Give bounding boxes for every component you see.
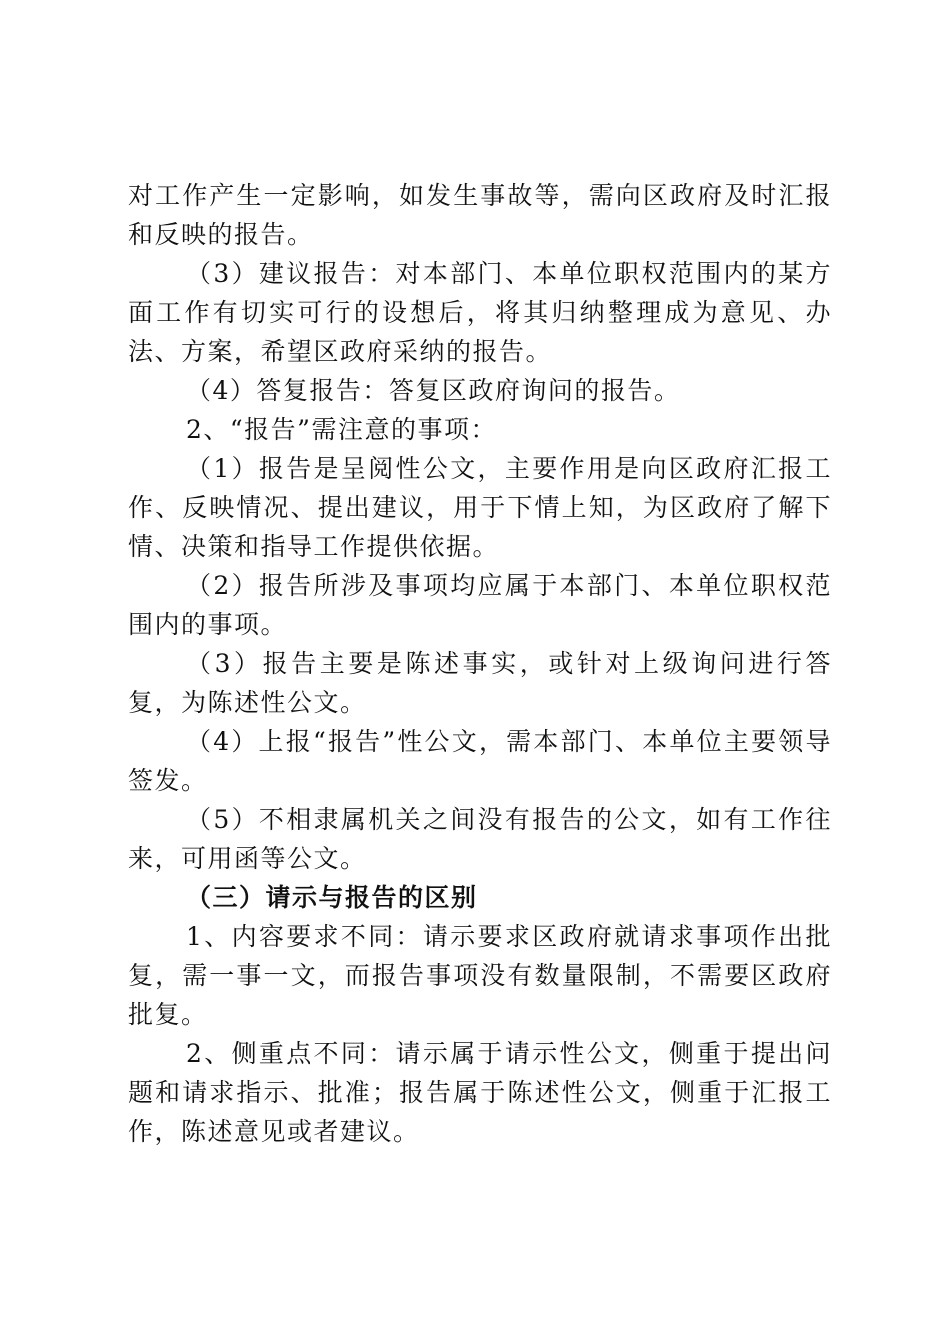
paragraph-reply-report: （4）答复报告：答复区政府询问的报告。 [186, 376, 681, 405]
paragraph-difference-2: 2、侧重点不同：请示属于请示性公文，侧重于提出问题和请求指示、批准；报告属于陈述性公文，侧重于汇报工作，陈述意见或者建议。 [128, 1039, 832, 1146]
paragraph-suggestion-report: （3）建议报告：对本部门、本单位职权范围内的某方面工作有切实可行的设想后，将其归纳整理成为意见、办法、方案，希望区政府采纳的报告。 [128, 259, 832, 366]
paragraph-note-3: （3）报告主要是陈述事实，或针对上级询问进行答复，为陈述性公文。 [128, 649, 832, 717]
paragraph-note-2: （2）报告所涉及事项均应属于本部门、本单位职权范围内的事项。 [128, 571, 832, 639]
paragraph-difference-1: 1、内容要求不同：请示要求区政府就请求事项作出批复，需一事一文，而报告事项没有数量限制，不需要区政府批复。 [128, 922, 832, 1029]
paragraph-continuation: 对工作产生一定影响，如发生事故等，需向区政府及时汇报和反映的报告。 [128, 181, 832, 249]
section-heading: （三）请示与报告的区别 [186, 883, 478, 912]
paragraph-note-5: （5）不相隶属机关之间没有报告的公文，如有工作往来，可用函等公文。 [128, 805, 832, 873]
document-body [128, 176, 832, 1151]
paragraph-report-notes-heading: 2、“报告”需注意的事项： [186, 415, 497, 444]
paragraph-note-1: （1）报告是呈阅性公文，主要作用是向区政府汇报工作、反映情况、提出建议，用于下情上知，为区政府了解下情、决策和指导工作提供依据。 [128, 454, 832, 561]
paragraph-note-4: （4）上报“报告”性公文，需本部门、本单位主要领导签发。 [128, 727, 832, 795]
